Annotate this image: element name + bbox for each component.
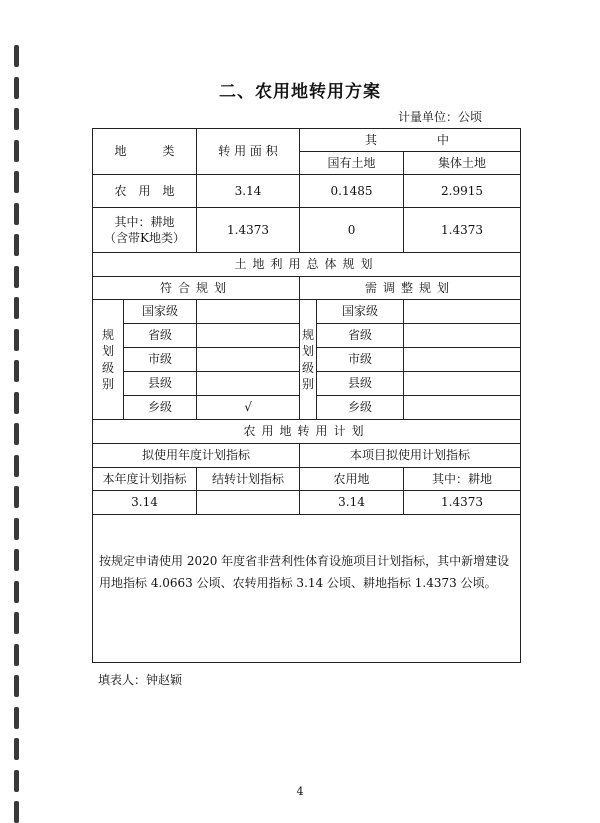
conform-mark [197,300,300,324]
row-area: 1.4373 [197,208,300,253]
binding-hole [14,203,19,225]
conform-mark [197,324,300,348]
conform-heading: 符合规划 [93,277,300,300]
adjust-mark [404,348,521,372]
header-area: 转 用 面 积 [197,129,300,175]
binding-hole [14,549,19,571]
adjust-mark [404,372,521,396]
page-title: 二、农用地转用方案 [219,82,381,102]
binding-hole [14,266,19,288]
conversion-plan-heading: 农用地转用计划 [93,420,521,444]
farmland-heading: 农用地 [300,468,404,491]
page-number: 4 [296,785,304,798]
binding-hole [14,171,19,193]
binding-hole [14,486,19,508]
row-state: 0 [300,208,404,253]
binding-hole [14,392,19,414]
binding-hole [14,234,19,256]
binding-hole [14,738,19,760]
note-text: 按规定申请使用 2020 年度省非营利性体育设施项目计划指标，其中新增建设用地指标 4.0663 公顷、农转用指标 3.14 公顷、耕地指标 1.4373 公顷。 [93,515,521,663]
conversion-table [92,128,521,663]
binding-hole [14,801,19,823]
table-row [93,175,521,208]
level-national: 国家级 [124,300,197,324]
binding-holes [14,0,24,818]
row-label: 农 用 地 [93,175,197,208]
binding-hole [14,581,19,603]
binding-hole [14,675,19,697]
binding-hole [14,423,19,445]
level-province: 省级 [317,324,404,348]
conform-mark: √ [197,396,300,420]
carryover-value [197,491,300,515]
level-side-label: 规 划 级 别 [93,300,124,420]
conform-mark [197,372,300,396]
adjust-mark [404,300,521,324]
header-category: 地 类 [93,129,197,175]
farmland-value: 3.14 [300,491,404,515]
project-indicators-heading: 本项目拟使用计划指标 [300,444,521,468]
binding-hole [14,108,19,130]
level-city: 市级 [124,348,197,372]
binding-hole [14,455,19,477]
header-of-which: 其 中 [300,129,521,152]
row-area: 3.14 [197,175,300,208]
row-label [93,208,197,253]
row-state: 0.1485 [300,175,404,208]
binding-hole [14,329,19,351]
carryover-heading: 结转计划指标 [197,468,300,491]
level-side-label: 规 划 级 别 [300,300,317,420]
cultivated-value: 1.4373 [404,491,521,515]
level-county: 县级 [124,372,197,396]
level-province: 省级 [124,324,197,348]
binding-hole [14,45,19,67]
planning-heading: 土地利用总体规划 [93,253,521,277]
binding-hole [14,644,19,666]
binding-hole [14,707,19,729]
table-row [93,208,521,253]
adjust-heading: 需调整规划 [300,277,521,300]
adjust-mark [404,324,521,348]
header-state-land: 国有土地 [300,152,404,175]
row-collective: 1.4373 [404,208,521,253]
level-township: 乡级 [317,396,404,420]
this-year-value: 3.14 [93,491,197,515]
level-county: 县级 [317,372,404,396]
filled-by: 填表人：钟赵颖 [98,673,183,687]
binding-hole [14,612,19,634]
row-label-line2: （含带K地类） [104,231,185,245]
binding-hole [14,518,19,540]
cultivated-heading: 其中：耕地 [404,468,521,491]
annual-indicators-heading: 拟使用年度计划指标 [93,444,300,468]
binding-hole [14,140,19,162]
unit-label: 计量单位：公顷 [398,110,483,124]
level-township: 乡级 [124,396,197,420]
conform-mark [197,348,300,372]
adjust-mark [404,396,521,420]
header-collective-land: 集体土地 [404,152,521,175]
level-national: 国家级 [317,300,404,324]
level-city: 市级 [317,348,404,372]
row-collective: 2.9915 [404,175,521,208]
row-label-line1: 其中：耕地 [114,214,175,229]
binding-hole [14,360,19,382]
this-year-heading: 本年度计划指标 [93,468,197,491]
binding-hole [14,297,19,319]
